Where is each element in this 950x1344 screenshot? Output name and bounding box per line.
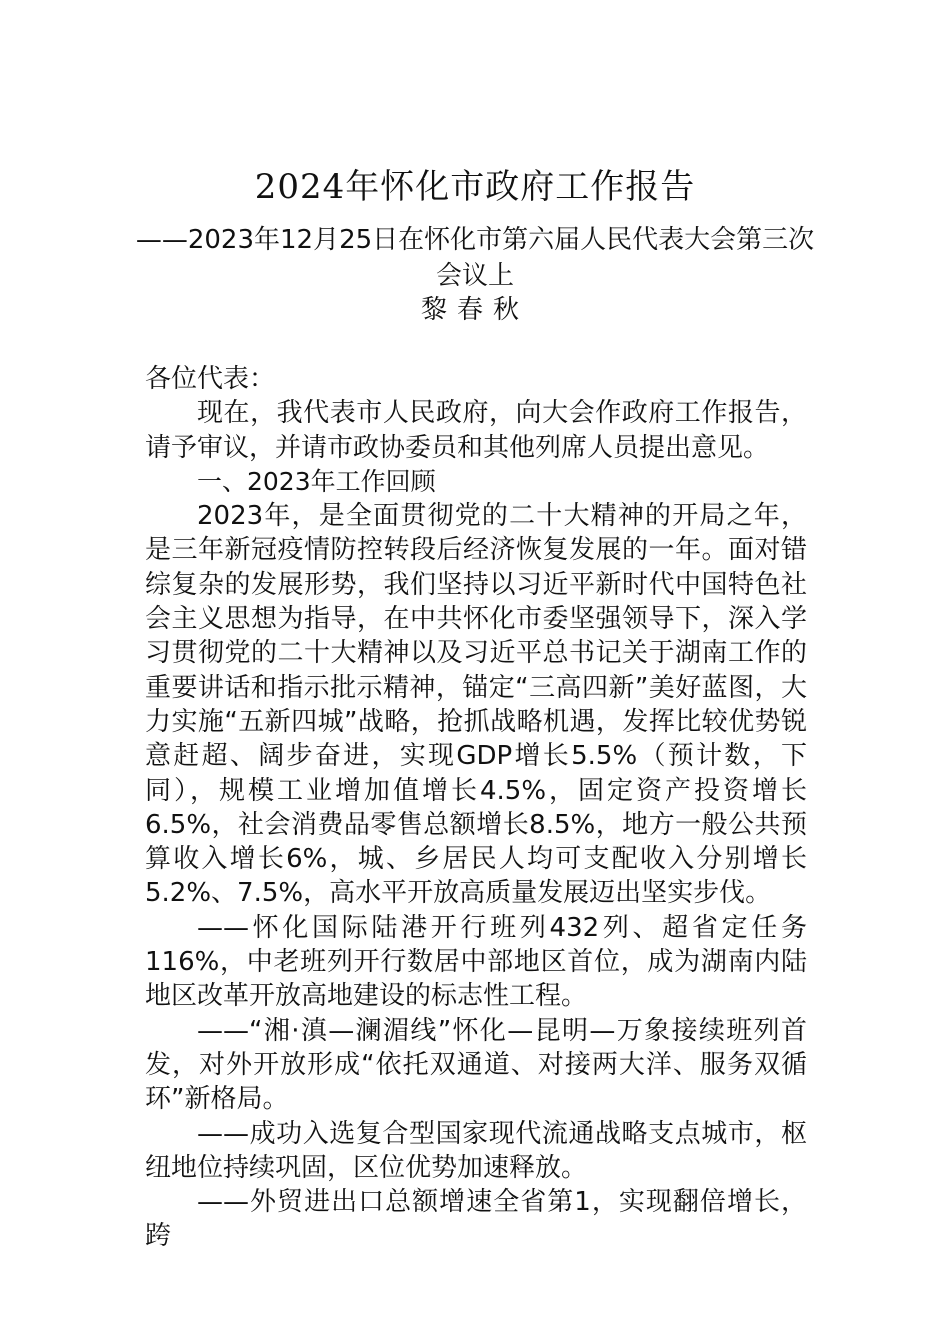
paragraph-highlight-2: ——“湘·滇—澜湄线”怀化—昆明—万象接续班列首发，对外开放形成“依托双通道、对接两大洋、服务双循环”新格局。 <box>145 1015 807 1115</box>
document-body <box>145 362 807 1254</box>
paragraph-review: 2023年，是全面贯彻党的二十大精神的开局之年，是三年新冠疫情防控转段后经济恢复发展的一年。面对错综复杂的发展形势，我们坚持以习近平新时代中国特色社会主义思想为指导，在中共怀化市委坚强领导下，深入学习贯彻党的二十大精神以及习近平总书记关于湖南工作的重要讲话和指示批示精神，锚定“三高四新”美好蓝图，大力实施“五新四城”战略，抢抓战略机遇，发挥比较优势锐意赶超、阔步奋进，实现GDP增长5.5%（预计数，下同），规模工业增加值增长4.5%，固定资产投资增长6.5%，社会消费品零售总额增长8.5%，地方一般公共预算收入增长6%，城、乡居民人均可支配收入分别增长5.2%、7.5%，高水平开放高质量发展迈出坚实步伐。 <box>145 501 807 909</box>
section-heading: 一、2023年工作回顾 <box>197 466 436 496</box>
salutation: 各位代表： <box>145 364 276 394</box>
document-author: 黎春秋 <box>420 295 529 325</box>
paragraph-intro: 现在，我代表市人民政府，向大会作政府工作报告，请予审议，并请市政协委员和其他列席人员提出意见。 <box>145 398 807 463</box>
paragraph-highlight-4: ——外贸进出口总额增速全省第1，实现翻倍增长，跨 <box>145 1187 807 1252</box>
paragraph-highlight-3: ——成功入选复合型国家现代流通战略支点城市，枢纽地位持续巩固，区位优势加速释放。 <box>145 1118 807 1183</box>
document-title: 2024年怀化市政府工作报告 <box>254 167 696 207</box>
document-subtitle: ——2023年12月25日在怀化市第六届人民代表大会第三次会议上 <box>135 225 815 291</box>
paragraph-highlight-1: ——怀化国际陆港开行班列432列、超省定任务116%，中老班列开行数居中部地区首位，成为湖南内陆地区改革开放高地建设的标志性工程。 <box>145 912 807 1012</box>
